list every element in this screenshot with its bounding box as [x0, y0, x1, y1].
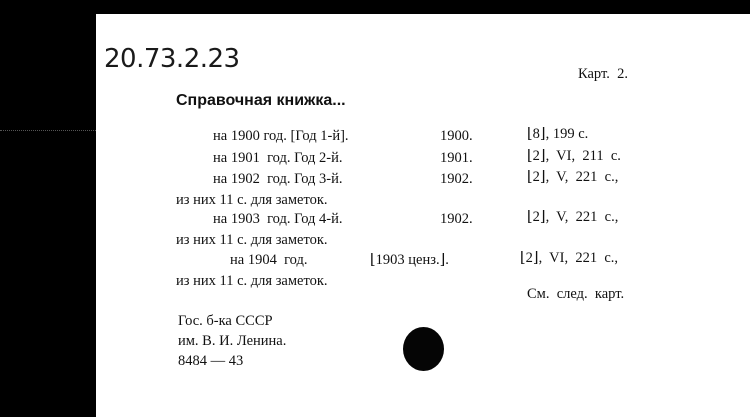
- entry-1900: на 1900 год. [Год 1-й].: [213, 128, 349, 144]
- entry-1900-pages: ⌊8⌋, 199 с.: [527, 126, 589, 142]
- entry-1903-pages: ⌊2⌋, V, 221 с.,: [527, 209, 619, 225]
- entry-1901-pages: ⌊2⌋, VI, 211 с.: [527, 148, 621, 164]
- handwritten-shelfmark: 20.73.2.23: [104, 44, 240, 74]
- entry-1902: на 1902 год. Год 3-й.: [213, 171, 343, 187]
- entry-1903-notes: из них 11 с. для заметок.: [176, 232, 328, 248]
- entry-1902-notes: из них 11 с. для заметок.: [176, 192, 328, 208]
- scan-border-top: [96, 0, 750, 14]
- card-number: Карт. 2.: [578, 66, 628, 82]
- library-name: Гос. б-ка СССР: [178, 313, 273, 329]
- entry-1902-pages: ⌊2⌋, V, 221 с.,: [527, 169, 619, 185]
- entry-1900-year: 1900.: [440, 128, 473, 144]
- entry-1904: на 1904 год.: [230, 252, 308, 268]
- library-code: 8484 — 43: [178, 353, 244, 369]
- ink-blot: [403, 327, 444, 371]
- entry-1901: на 1901 год. Год 2-й.: [213, 150, 343, 166]
- entry-1904-notes: из них 11 с. для заметок.: [176, 273, 328, 289]
- entry-1902-year: 1902.: [440, 171, 473, 187]
- entry-1903-year: 1902.: [440, 211, 473, 227]
- entry-1903: на 1903 год. Год 4-й.: [213, 211, 343, 227]
- entry-1904-pages: ⌊2⌋, VI, 221 с.,: [520, 250, 619, 266]
- entry-1901-year: 1901.: [440, 150, 473, 166]
- scan-noise: [0, 130, 96, 132]
- entry-1904-censor: ⌊1903 ценз.⌋.: [370, 252, 449, 268]
- see-next-card: См. след. карт.: [527, 286, 625, 302]
- library-name-2: им. В. И. Ленина.: [178, 333, 287, 349]
- card-title: Справочная книжка...: [176, 92, 346, 109]
- scan-border-left: [0, 0, 96, 417]
